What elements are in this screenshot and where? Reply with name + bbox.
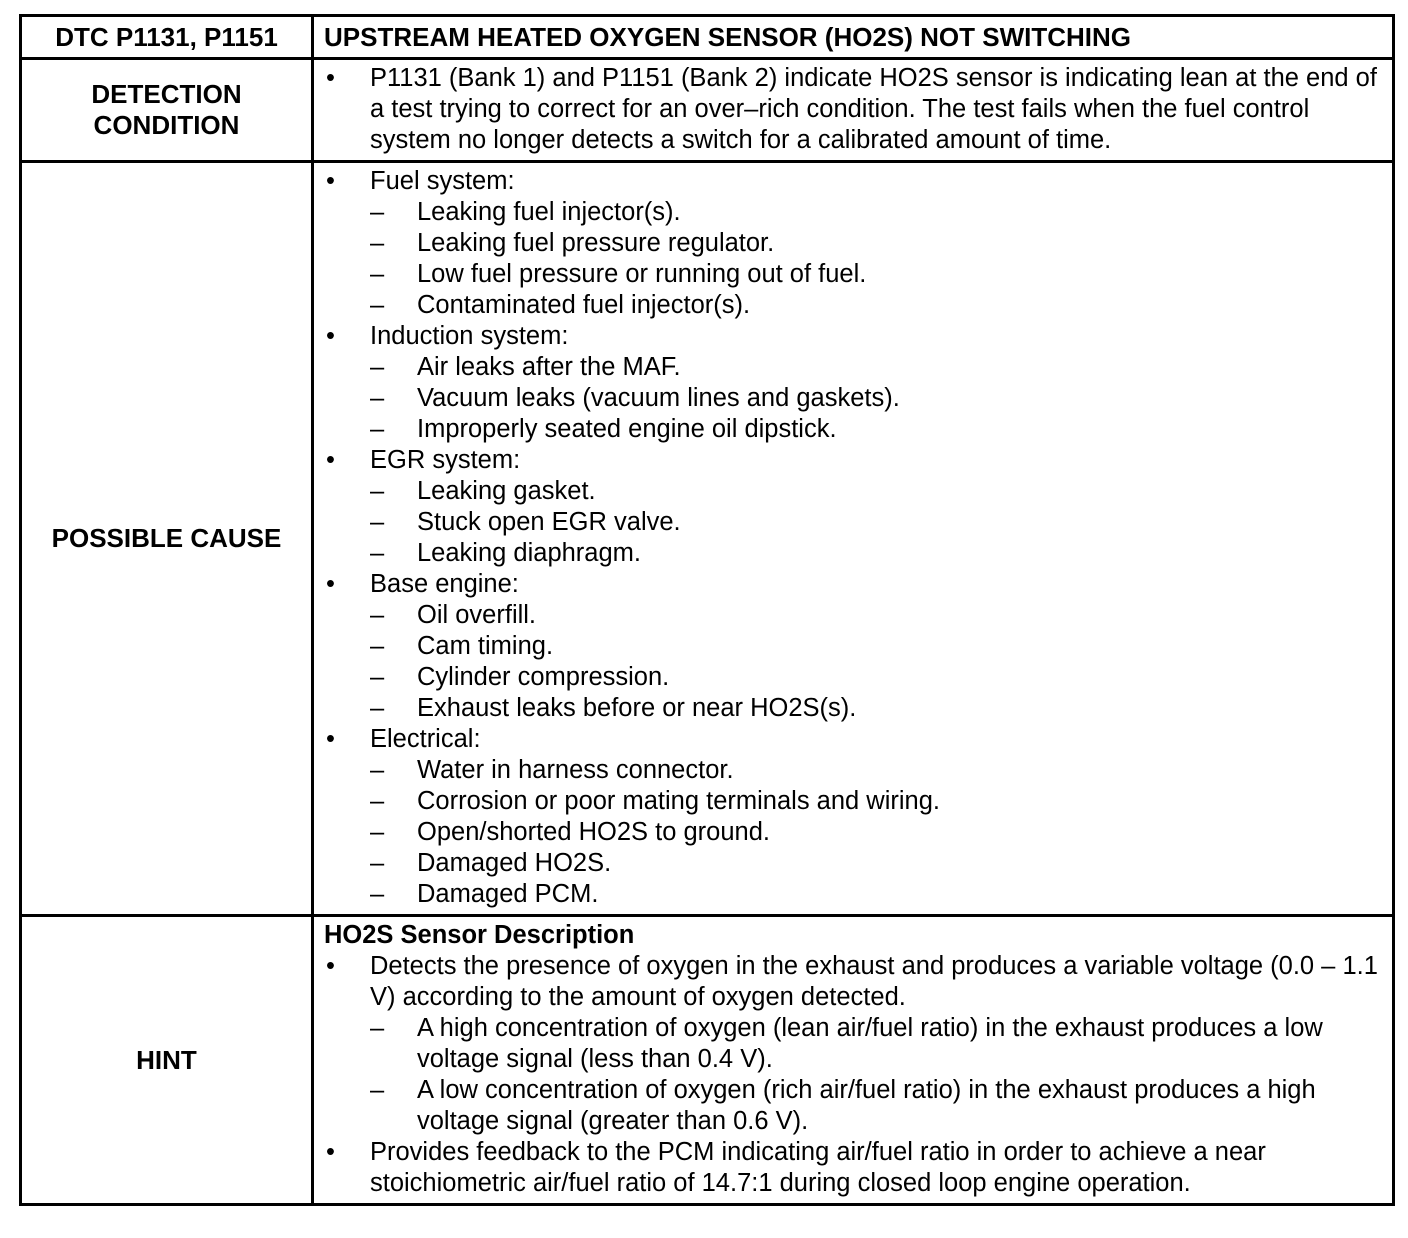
hint-sub-item-text: A high concentration of oxygen (lean air/fuel ratio) in the exhaust produces a low voltage signal (less than 0.4 V). [417,1014,1323,1073]
dash-icon: – [370,787,385,815]
cause-item-text: Oil overfill. [417,601,537,629]
dash-icon: – [370,415,385,443]
cause-group-title: Electrical: [370,725,481,753]
hint-sub-item [370,1013,1382,1075]
cause-group-title: Fuel system: [370,167,515,195]
hint-sub-item [370,1075,1382,1137]
cause-item [370,662,1382,693]
dash-icon: – [370,260,385,288]
cause-item-text: Cam timing. [417,632,554,660]
dash-icon: – [370,539,385,567]
header-row [21,16,1394,59]
detection-bullet [324,63,1382,156]
hint-heading: HO2S Sensor Description [324,921,635,949]
cause-item [370,228,1382,259]
cause-item [370,879,1382,910]
dash-icon: – [370,849,385,877]
bullet-icon: • [326,570,335,598]
cause-item [370,352,1382,383]
cause-item-text: Improperly seated engine oil dipstick. [417,415,837,443]
dash-icon: – [370,198,385,226]
cause-item [370,693,1382,724]
dash-icon: – [370,601,385,629]
hint-row [21,916,1394,1205]
dash-icon: – [370,291,385,319]
cause-group [324,166,1382,197]
dash-icon: – [370,229,385,257]
dash-icon: – [370,880,385,908]
cause-item-text: Stuck open EGR valve. [417,508,681,536]
dash-icon: – [370,756,385,784]
dash-icon: – [370,1076,385,1104]
bullet-icon: • [326,322,335,350]
cause-item [370,290,1382,321]
hint-content [313,916,1394,1205]
dash-icon: – [370,508,385,536]
detection-label [21,59,313,162]
cause-item-text: Water in harness connector. [417,756,734,784]
cause-item-text: Leaking diaphragm. [417,539,641,567]
cause-item-text: Leaking fuel pressure regulator. [417,229,775,257]
possible-cause-content [313,162,1394,916]
cause-group [324,321,1382,352]
possible-cause-row [21,162,1394,916]
hint-bullet [324,1137,1382,1199]
cause-group-title: EGR system: [370,446,521,474]
cause-item-text: Vacuum leaks (vacuum lines and gaskets). [417,384,900,412]
possible-cause-label: POSSIBLE CAUSE [21,162,313,916]
bullet-icon: • [326,64,335,92]
cause-item [370,600,1382,631]
bullet-icon: • [326,446,335,474]
hint-label: HINT [21,916,313,1205]
cause-group [324,445,1382,476]
cause-item-text: Contaminated fuel injector(s). [417,291,751,319]
cause-item-text: Damaged HO2S. [417,849,612,877]
dash-icon: – [370,818,385,846]
dash-icon: – [370,1014,385,1042]
dash-icon: – [370,663,385,691]
bullet-icon: • [326,952,335,980]
cause-item [370,197,1382,228]
cause-item [370,476,1382,507]
cause-item-text: Exhaust leaks before or near HO2S(s). [417,694,857,722]
cause-item [370,538,1382,569]
hint-bullet-text: Provides feedback to the PCM indicating air/fuel ratio in order to achieve a near stoichiometric air/fuel ratio of 14.7:1 during closed loop engine operation. [370,1138,1266,1197]
cause-item [370,755,1382,786]
cause-item [370,259,1382,290]
dtc-title: UPSTREAM HEATED OXYGEN SENSOR (HO2S) NOT SWITCHING [313,16,1394,59]
hint-bullet-text: Detects the presence of oxygen in the exhaust and produces a variable voltage (0.0 – 1.1 V) according to the amount of oxygen detected. [370,952,1378,1011]
hint-sub-item-text: A low concentration of oxygen (rich air/fuel ratio) in the exhaust produces a high voltage signal (greater than 0.6 V). [417,1076,1316,1135]
detection-text: P1131 (Bank 1) and P1151 (Bank 2) indicate HO2S sensor is indicating lean at the end of a test trying to correct for an over–rich condition. The test fails when the fuel control system no longer detects a switch for a calibrated amount of time. [370,64,1377,154]
detection-label-line2: CONDITION [93,110,240,140]
hint-bullet [324,951,1382,1013]
dtc-code: DTC P1131, P1151 [21,16,313,59]
cause-item [370,414,1382,445]
cause-item [370,383,1382,414]
bullet-icon: • [326,1138,335,1166]
cause-item [370,786,1382,817]
cause-item-text: Air leaks after the MAF. [417,353,681,381]
bullet-icon: • [326,725,335,753]
cause-item-text: Cylinder compression. [417,663,670,691]
cause-group-title: Induction system: [370,322,569,350]
cause-item [370,507,1382,538]
cause-item-text: Corrosion or poor mating terminals and wiring. [417,787,940,815]
cause-group-title: Base engine: [370,570,519,598]
cause-item-text: Leaking fuel injector(s). [417,198,681,226]
dash-icon: – [370,353,385,381]
cause-group [324,569,1382,600]
detection-row [21,59,1394,162]
cause-item [370,817,1382,848]
cause-item [370,848,1382,879]
cause-item-text: Low fuel pressure or running out of fuel. [417,260,867,288]
bullet-icon: • [326,167,335,195]
detection-label-line1: DETECTION [91,79,242,109]
cause-group [324,724,1382,755]
dash-icon: – [370,632,385,660]
cause-item-text: Open/shorted HO2S to ground. [417,818,770,846]
cause-item-text: Leaking gasket. [417,477,596,505]
dash-icon: – [370,694,385,722]
cause-item [370,631,1382,662]
detection-content [313,59,1394,162]
dtc-table [19,14,1395,1206]
dash-icon: – [370,477,385,505]
cause-item-text: Damaged PCM. [417,880,599,908]
dash-icon: – [370,384,385,412]
